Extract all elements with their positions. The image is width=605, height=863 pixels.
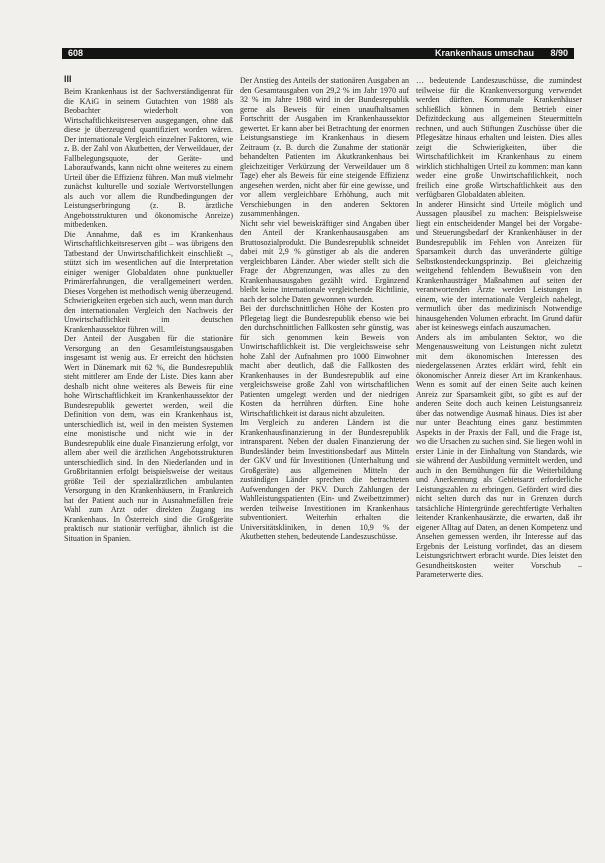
paragraph: Im Vergleich zu anderen Ländern ist die Krankenhausfinanzierung in der Bundesrepublik intransparent. Neben der dualen Finanzierung der Bundesländer beim Investitionsbedarf aus Mitteln der GKV und für Investitionen (Unterhaltung und Großgeräte) aus allgemeinen Mitteln der zuständigen Länder sprechen die betrachteten Aufwendungen der PKV. Durch Zahlungen der Wahlleistungspatienten (Ein- und Zweibettzimmer) werden teilweise Investitionen im Krankenhaus subventioniert. Weiterhin erhalten die Universitätskliniken, in denen 10,9 % der Akutbetten stehen, bedeutende Landeszuschüsse.: [240, 418, 409, 541]
paragraph: Nicht sehr viel beweiskräftiger sind Angaben über den Anteil der Krankenhausausgaben am Bruttosozialprodukt. Die Bundesrepublik schneidet dabei mit 2,9 % günstiger ab als die anderen vergleichbaren Länder. Aber wieder stellt sich die Frage der Abgrenzungen, was alles zu den Krankenhausausgaben gezählt wird. Ergänzend bleibt keine internationale vergleichende Richtlinie, nach der solche Daten gewonnen wurden.: [240, 218, 409, 304]
section-heading: III: [64, 74, 72, 84]
paragraph: Der Anstieg des Anteils der stationären Ausgaben an den Gesamtausgaben von 29,2 % im Jahr 1970 auf 32 % im Jahre 1988 wird in der Bundesrepublik gerne als Beweis für einen unaufhaltsamen Fortschritt der Ausgaben im Krankenhaussektor gewertet. Er kann aber bei Betrachtung der enormen Leistungsanstiege im Krankenhaus in diesem Zeitraum (z. B. durch die Zunahme der stationär behandelten Patienten im Akutkrankenhaus bei gleichzeitiger Verkürzung der Verweildauer um 8 Tage) eher als Beweis für eine steigende Effizienz angesehen werden, nicht aber für eine gewisse, und vor allem vergleichbare Erhöhung, auch mit Verschiebungen in den anderen Sektoren zusammenhängen.: [240, 76, 409, 218]
journal-title: Krankenhaus umschau: [434, 48, 534, 58]
paragraph: Beim Krankenhaus ist der Sachverständigenrat für die KAiG in seinem Gutachten von 1988 als Beobachter wiederholt von Wirtschaftlichkeitsreserven ausgegangen, ohne daß diese je überzeugend quantifiziert worden wären. Der internationale Vergleich einzelner Faktoren, wie z. B. der Zahl von Akutbetten, der Verweildauer, der Fallbelegungsquote, der Geräte- und Laboraufwands, kann nicht ohne weiteres zu einem Urteil über die Effizienz führen. Man muß vielmehr zunächst kulturelle und soziale Wertvorstellungen als auch vor allem die Rundbedingungen der Leistungserbringung (z. B. ärztliche Angebotsstrukturen und ökonomische Anreize) mitbedenken.: [64, 87, 233, 229]
paragraph: In anderer Hinsicht sind Urteile möglich und Aussagen plausibel zu machen: Beispielsweise liegt ein entscheidender Mangel bei der Vorgabe- und Steuerungsbedarf der Krankenhäuser in der Bundesrepublik im Fehlen von Anreizen für Sparsamkeit durch das unveränderte gültige Selbstkostendeckungsprinzip. Bei gleichzeitig weitgehend fehlendem Bewußtsein von den Krankenhausträger Maßnahmen auf seiten der verantwortenden Ärzte werden Leistungen in einem, wie der internationale Vergleich nahelegt, vermutlich über das medizinisch Notwendige hinausgehenden Volumen erbracht. Im Grund dafür aber ist keineswegs einfach auszumachen.: [416, 199, 582, 332]
paragraph: Bei der durchschnittlichen Höhe der Kosten pro Pflegetag liegt die Bundesrepublik ebenso wie bei den durchschnittlichen Fallkosten sehr günstig, was für sich genommen kein Beweis von Unwirtschaftlichkeit ist. Die vergleichsweise sehr hohe Zahl der Aufnahmen pro 1000 Einwohner macht aber deutlich, daß die Fallkosten des Krankenhauses in der Bundesrepublik auf eine vergleichsweise große Zahl von wirtschaftlichen Patienten umgelegt werden und der niedrigen Kosten da herrühren dürften. Eine hohe Wirtschaftlichkeit ist daraus nicht abzuleiten.: [240, 304, 409, 418]
text-column-3: [416, 76, 582, 832]
paragraph: Die Annahme, daß es im Krankenhaus Wirtschaftlichkeitsreserven gibt – was übrigens den Tatbestand der Unwirtschaftlichkeit einschließt –, stützt sich im wesentlichen auf die Interpretation einiger weniger Globaldaten ohne punktueller Primärerfahrungen, die verallgemeinert werden. Dieses Vorgehen ist methodisch wenig überzeugend. Schwierigkeiten ergeben sich auch, wenn man durch den internationalen Vergleich den Nachweis der Unwirtschaftlichkeit im deutschen Krankenhaussektor führen will.: [64, 229, 233, 334]
paragraph: Der Anteil der Ausgaben für die stationäre Versorgung an den Gesamtleistungsausgaben insgesamt ist wenig aus. Er erreicht den höchsten Wert in Dänemark mit 62 %, die Bundesrepublik steht mittlerer am Ende der Liste. Dies kann aber deshalb nicht ohne weiteres als Beweis für eine hohe Wirtschaftlichkeit im Krankenhaussektor der Bundesrepublik gewertet werden, weil die Definition von dem, was ein Krankenhaus ist, unterschiedlich ist, weil in den meisten Systemen eine monistische und nicht wie in der Bundesrepublik eine duale Finanzierung erfolgt, vor allem aber weil die ärztlichen Angebotsstrukturen unterschiedlich sind. In den Niederlanden und in Großbritannien erfolgt beispielsweise der weitaus größte Teil der spezialärztlichen ambulanten Versorgung in den Krankenhäusern, in Frankreich hat der Patient auch nur in Ausnahmefällen freie Wahl zum Arzt oder direkten Zugang ins Krankenhaus. In Österreich sind die Großgeräte praktisch nur stationär verfügbar, ähnlich ist die Situation in Spanien.: [64, 334, 233, 543]
paragraph: … bedeutende Landeszuschüsse, die zumindest teilweise für die Krankenversorgung verwendet werden dürften. Kommunale Krankenhäuser schließlich können in dem Betrieb einer Defizitdeckung aus allgemeinen Steuermitteln rechnen, und auch Stiftungen Zuschüsse über die Pflegesätze hinaus erhalten und leisten. Dies alles zeigt die Schwierigkeiten, über die Wirtschaftlichkeit im Krankenhaus zu einem wirklich stichhaltigen Urteil zu kommen: man kann weder eine große Unwirtschaftlichkeit, noch freilich eine große Wirtschaftlichkeit aus den verfügbaren Globaldaten ableiten.: [416, 76, 582, 199]
issue-number: 8/90: [550, 48, 568, 58]
text-column-1: [64, 74, 233, 834]
paragraph: Anders als im ambulanten Sektor, wo die Mengenausweitung von Leistungen nicht zuletzt mit dem ökonomischen Interessen des niedergelassenen Arztes erklärt wird, fehlt ein ökonomischer Anreiz dieser Art im Krankenhaus. Wenn es somit auf der einen Seite auch keinen Anreiz zur Sparsamkeit gibt, so gibt es auf der anderen Seite doch auch keinen Leistungsanreiz über das notwendige Ausmaß hinaus. Dies ist aber nur unter Beachtung eines ganz bestimmten Aspekts in der Praxis der Fall, und die Frage ist, wo die Ursachen zu suchen sind. Sie liegen wohl in erster Linie in der Einhaltung von Standards, wie sie während der Ausbildung vermittelt werden, und auch in den Bemühungen für die Weiterbildung und Anerkennung als Gebietsarzt erforderliche Leistungszahlen zu erbringen. Gefördert wird dies nicht selten durch das nur in Grenzen durch tatsächliche Hintergründe gerechtfertigte Verhalten leitender Krankenhausärzte, die erwarten, daß ihr eigener Alltag auf Daten, an denen Kompetenz und Ansehen gemessen werden, ihr Interesse auf das Ergebnis der Leistung vorfindet, das an diesem Leistungsrichtwert erbracht wurde. Dies leistet den Gesundheitskosten weiter Vorschub – Parameterwerte dies.: [416, 332, 582, 579]
text-column-2: [240, 76, 409, 832]
page-number: 608: [68, 48, 84, 58]
running-header: [62, 48, 574, 59]
